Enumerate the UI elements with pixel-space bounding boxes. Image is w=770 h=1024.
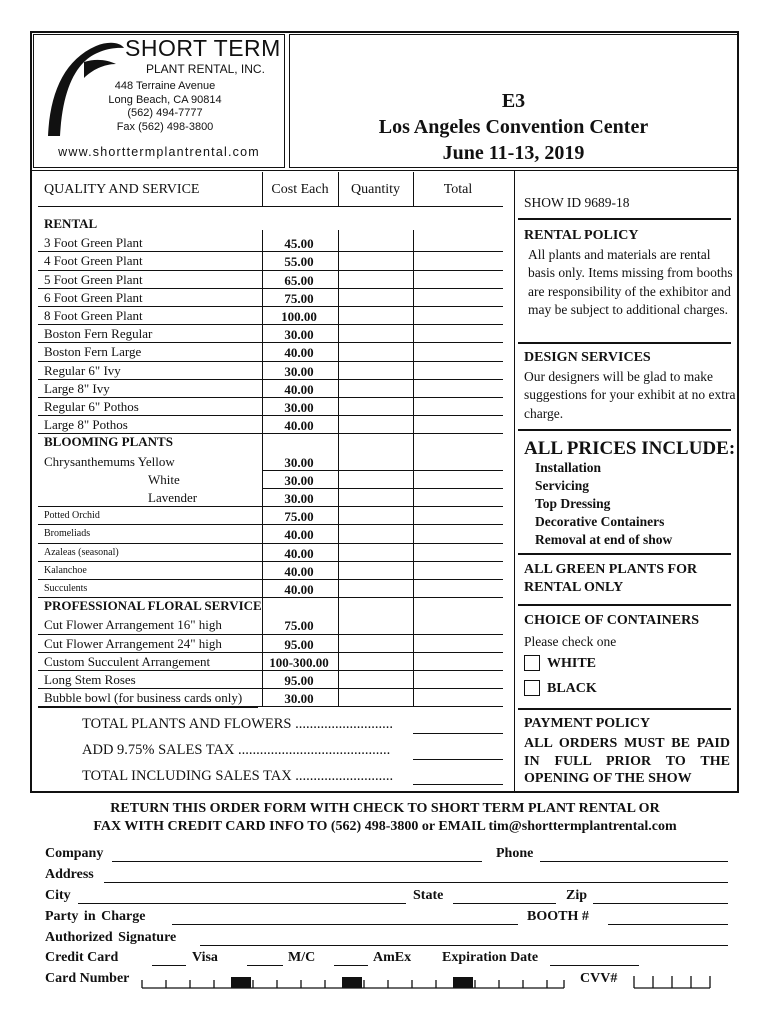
- total-cell[interactable]: [413, 307, 503, 324]
- total-cell[interactable]: [413, 507, 503, 524]
- total-cell[interactable]: [413, 580, 503, 597]
- product-price: 30.00: [284, 327, 314, 343]
- zip-label: Zip: [566, 888, 588, 903]
- rental-policy-title: RENTAL POLICY: [524, 228, 639, 243]
- product-price: 100.00: [281, 309, 317, 324]
- panel-divider: [518, 604, 731, 606]
- panel-divider: [518, 342, 731, 344]
- total-cell[interactable]: [413, 416, 503, 433]
- price-item-removal: Removal at end of show: [535, 532, 673, 547]
- quantity-cell[interactable]: [338, 416, 413, 433]
- product-price: 40.00: [284, 563, 314, 579]
- white-container-label: WHITE: [547, 656, 597, 671]
- quantity-cell[interactable]: [338, 271, 413, 288]
- quantity-cell[interactable]: [338, 507, 413, 524]
- quantity-cell[interactable]: [338, 562, 413, 579]
- show-id: SHOW ID 9689-18: [524, 195, 630, 210]
- card-number-input[interactable]: [140, 972, 568, 990]
- visa-blank[interactable]: [152, 965, 186, 966]
- return-instructions-1: RETURN THIS ORDER FORM WITH CHECK TO SHORT TERM PLANT RENTAL OR: [110, 801, 660, 816]
- total-cell[interactable]: [413, 343, 503, 360]
- quantity-cell[interactable]: [338, 362, 413, 379]
- expiration-label: Expiration Date: [442, 950, 539, 965]
- white-container-checkbox[interactable]: [524, 655, 540, 671]
- state-label: State: [413, 888, 444, 903]
- quantity-cell[interactable]: [338, 489, 413, 506]
- column-rule: [262, 230, 263, 706]
- total-cell[interactable]: [413, 325, 503, 342]
- total-cell[interactable]: [413, 362, 503, 379]
- product-name: 3 Foot Green Plant: [44, 235, 143, 251]
- company-name: SHORT TERM: [125, 35, 281, 61]
- product-name: Bubble bowl (for business cards only): [44, 690, 243, 706]
- product-name: 8 Foot Green Plant: [44, 308, 143, 323]
- green-plants-notice: ALL GREEN PLANTS FOR RENTAL ONLY: [524, 562, 698, 595]
- quantity-cell[interactable]: [338, 525, 413, 542]
- product-name: Lavender: [148, 490, 198, 505]
- product-price: 30.00: [284, 400, 314, 415]
- product-price: 30.00: [284, 472, 314, 488]
- total-cell[interactable]: [413, 635, 503, 652]
- price-item-containers: Decorative Containers: [535, 514, 665, 529]
- design-services-title: DESIGN SERVICES: [524, 350, 651, 365]
- product-price: 95.00: [284, 673, 314, 688]
- price-item-top-dressing: Top Dressing: [535, 496, 611, 511]
- total-cell[interactable]: [413, 234, 503, 251]
- company-address-street: 448 Terraine Avenue: [114, 80, 216, 92]
- phone-label: Phone: [496, 846, 534, 861]
- quantity-cell[interactable]: [338, 689, 413, 706]
- address-input[interactable]: [104, 882, 728, 883]
- total-cell[interactable]: [413, 271, 503, 288]
- total-cell[interactable]: [413, 398, 503, 415]
- total-cell[interactable]: [413, 562, 503, 579]
- product-name: White: [148, 471, 180, 487]
- quantity-cell[interactable]: [338, 234, 413, 251]
- cvv-input[interactable]: [630, 972, 714, 990]
- sales-tax-field[interactable]: [413, 759, 503, 760]
- product-price: 100-300.00: [269, 654, 329, 670]
- product-price: 30.00: [284, 491, 314, 506]
- quantity-cell[interactable]: [338, 325, 413, 342]
- header-cost: Cost Each: [271, 182, 329, 197]
- quantity-cell[interactable]: [338, 307, 413, 324]
- quantity-cell[interactable]: [338, 343, 413, 360]
- containers-hint: Please check one: [524, 634, 617, 649]
- city-label: City: [45, 888, 71, 903]
- design-services-text: Our designers will be glad to make suggestions for your exhibit at no extra charge.: [524, 369, 736, 421]
- company-phone: (562) 494-7777: [127, 107, 203, 119]
- product-name: Custom Succulent Arrangement: [44, 653, 211, 669]
- booth-label: BOOTH #: [527, 909, 589, 924]
- return-instructions-2: FAX WITH CREDIT CARD INFO TO (562) 498-3800 or EMAIL tim@shorttermplantrental.com: [93, 819, 677, 834]
- product-name: Large 8" Ivy: [44, 380, 110, 396]
- party-input[interactable]: [172, 924, 518, 925]
- booth-input[interactable]: [608, 924, 728, 925]
- header-quantity: Quantity: [351, 182, 400, 197]
- product-name: Regular 6" Ivy: [44, 362, 121, 378]
- table-bottom-line: [38, 707, 258, 708]
- credit-card-label: Credit Card: [45, 950, 119, 965]
- quantity-cell[interactable]: [338, 580, 413, 597]
- quantity-cell[interactable]: [338, 544, 413, 561]
- product-price: 30.00: [284, 454, 314, 470]
- product-name: Long Stem Roses: [44, 672, 136, 687]
- total-cell[interactable]: [413, 380, 503, 397]
- amex-label: AmEx: [373, 950, 412, 965]
- product-name: 4 Foot Green Plant: [44, 253, 143, 269]
- blooming-heading: BLOOMING PLANTS: [44, 434, 173, 450]
- column-rule: [413, 230, 414, 706]
- total-cell[interactable]: [413, 289, 503, 306]
- product-price: 40.00: [284, 418, 314, 434]
- product-name: Succulents: [44, 583, 88, 594]
- product-price: 75.00: [284, 290, 314, 306]
- product-price: 95.00: [284, 636, 314, 652]
- state-input[interactable]: [453, 903, 556, 904]
- rental-heading: RENTAL: [44, 216, 98, 231]
- product-name: Boston Fern Large: [44, 344, 142, 360]
- header-quality: QUALITY AND SERVICE: [44, 182, 200, 197]
- company-input[interactable]: [112, 861, 482, 862]
- phone-input[interactable]: [540, 861, 728, 862]
- amex-blank[interactable]: [334, 965, 368, 966]
- cvv-label: CVV#: [580, 971, 618, 986]
- payment-policy-text: ALL ORDERS MUST BE PAID IN FULL PRIOR TO THE OPENING OF THE SHOW: [524, 736, 730, 786]
- sales-tax-label: ADD 9.75% SALES TAX ..........................................: [82, 742, 391, 758]
- total-cell[interactable]: [413, 489, 503, 506]
- event-dates: June 11-13, 2019: [442, 142, 585, 164]
- grand-total-field[interactable]: [413, 784, 503, 785]
- total-cell[interactable]: [413, 689, 503, 706]
- company-subtitle: PLANT RENTAL, INC.: [146, 62, 265, 76]
- product-name: Potted Orchid: [44, 510, 100, 522]
- party-label: Party in Charge: [45, 909, 146, 924]
- black-container-checkbox[interactable]: [524, 680, 540, 696]
- total-plants-field[interactable]: [413, 733, 503, 734]
- address-label: Address: [45, 867, 94, 882]
- company-fax: Fax (562) 498-3800: [116, 120, 214, 133]
- product-price: 65.00: [284, 272, 314, 288]
- product-price: 30.00: [284, 691, 314, 707]
- header-total: Total: [443, 182, 473, 197]
- quantity-cell[interactable]: [338, 635, 413, 652]
- rental-policy-text: All plants and materials are rental basis only. Items missing from booths are responsibility of the exhibitor and may be subject to additional charges.: [528, 247, 733, 317]
- product-name: Cut Flower Arrangement 24" high: [44, 635, 222, 651]
- expiration-input[interactable]: [550, 965, 639, 966]
- quantity-cell[interactable]: [338, 252, 413, 269]
- company-website: www.shorttermplantrental.com: [58, 145, 260, 159]
- total-cell[interactable]: [413, 453, 503, 470]
- quantity-cell[interactable]: [338, 289, 413, 306]
- quantity-cell[interactable]: [338, 653, 413, 670]
- product-price: 75.00: [284, 509, 314, 525]
- price-item-servicing: Servicing: [535, 478, 589, 493]
- signature-label: Authorized Signature: [45, 930, 177, 945]
- event-code: E3: [501, 90, 526, 112]
- product-price: 40.00: [284, 381, 314, 397]
- product-name: Bromeliads: [44, 528, 91, 540]
- company-address-city: Long Beach, CA 90814: [108, 93, 222, 106]
- total-cell[interactable]: [413, 671, 503, 688]
- containers-title: CHOICE OF CONTAINERS: [524, 613, 700, 628]
- product-name: 5 Foot Green Plant: [44, 271, 143, 287]
- quantity-cell[interactable]: [338, 453, 413, 470]
- product-price: 40.00: [284, 527, 314, 543]
- price-item-installation: Installation: [535, 460, 602, 475]
- black-container-label: BLACK: [547, 681, 597, 696]
- total-cell[interactable]: [413, 616, 503, 633]
- event-venue: Los Angeles Convention Center: [378, 116, 649, 138]
- floral-heading: PROFESSIONAL FLORAL SERVICE: [44, 598, 262, 614]
- total-plants-label: TOTAL PLANTS AND FLOWERS ...........................: [82, 716, 393, 732]
- column-rule: [338, 230, 339, 706]
- total-cell[interactable]: [413, 525, 503, 542]
- product-price: 40.00: [284, 582, 314, 597]
- total-cell[interactable]: [413, 471, 503, 488]
- zip-input[interactable]: [593, 903, 728, 904]
- product-price: 30.00: [284, 363, 314, 379]
- quantity-cell[interactable]: [338, 671, 413, 688]
- product-price: 45.00: [284, 236, 314, 252]
- total-cell[interactable]: [413, 544, 503, 561]
- product-price: 40.00: [284, 345, 314, 361]
- product-price: 75.00: [284, 618, 314, 634]
- card-number-label: Card Number: [45, 971, 130, 986]
- city-input[interactable]: [78, 903, 406, 904]
- product-name: Cut Flower Arrangement 16" high: [44, 617, 222, 633]
- panel-divider: [518, 218, 731, 220]
- total-cell[interactable]: [413, 653, 503, 670]
- product-name: Regular 6" Pothos: [44, 399, 139, 414]
- payment-policy-title: PAYMENT POLICY: [524, 716, 651, 731]
- quantity-cell[interactable]: [338, 471, 413, 488]
- prices-include-title: ALL PRICES INCLUDE:: [524, 438, 736, 459]
- product-name: Large 8" Pothos: [44, 417, 128, 433]
- grand-total-label: TOTAL INCLUDING SALES TAX ...........................: [82, 768, 394, 784]
- product-name: Boston Fern Regular: [44, 326, 153, 342]
- table-header-underline: [38, 206, 503, 207]
- product-price: 55.00: [284, 254, 314, 270]
- visa-label: Visa: [192, 950, 218, 965]
- quantity-cell[interactable]: [338, 380, 413, 397]
- product-price: 40.00: [284, 545, 314, 561]
- product-name: Chrysanthemums Yellow: [44, 453, 175, 469]
- product-name: Kalanchoe: [44, 564, 87, 576]
- product-name: 6 Foot Green Plant: [44, 289, 143, 305]
- total-cell[interactable]: [413, 252, 503, 269]
- right-panel-divider: [514, 170, 515, 792]
- quantity-cell[interactable]: [338, 616, 413, 633]
- panel-divider: [518, 553, 731, 555]
- product-name: Azaleas (seasonal): [44, 546, 119, 558]
- header-divider: [31, 170, 738, 171]
- mc-label: M/C: [288, 950, 316, 965]
- mc-blank[interactable]: [247, 965, 283, 966]
- quantity-cell[interactable]: [338, 398, 413, 415]
- company-label: Company: [45, 846, 104, 861]
- panel-divider: [518, 429, 731, 431]
- signature-input[interactable]: [200, 945, 728, 946]
- panel-divider: [518, 708, 731, 710]
